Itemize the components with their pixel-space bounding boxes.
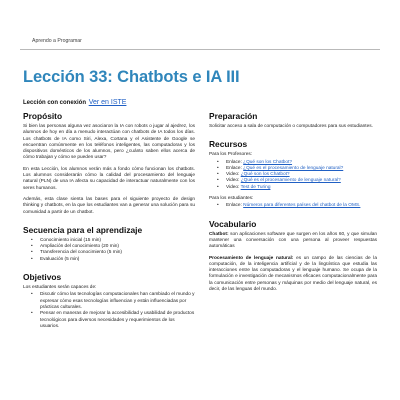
objetivos-list (23, 292, 195, 330)
recursos-stud-list (209, 203, 377, 209)
section-heading-recursos: Recursos (209, 139, 248, 150)
secuencia-list (23, 238, 195, 263)
resource-item (209, 185, 377, 191)
bullet-icon: • (31, 256, 33, 262)
bullet-icon: • (217, 159, 219, 165)
resource-kind: Enlace: (226, 203, 242, 209)
list-item (23, 311, 195, 330)
vocab-definition: es un campo de las ciencias de la computación, de la inteligencia artificial y de la lingüística que estudia las interacciones entre las computadoras y el lenguaje humano. Se ocupa de la formulación e investigación de mecanismos eficaces computacionalmente para la comunicación entre personas y máquinas por medio del lenguaje natural, es decir, de las lenguas del mundo. (209, 255, 377, 293)
connection-label: Lección con conexión (23, 100, 87, 106)
bullet-icon: • (31, 244, 33, 250)
vocab-definition: son aplicaciones software que surgen en los años 60, y que simulan mantener una conversación con una persona al proveer respuestas automáticas (209, 231, 377, 250)
vocab-term: Chatbot: (209, 231, 229, 237)
list-item-text: Ampliación del conocimiento (20 min) (40, 244, 119, 250)
resource-link[interactable]: ¿Qué es el procesamiento de lenguaje natural? (240, 178, 341, 184)
page-title: Lección 33: Chatbots e IA III (23, 68, 240, 86)
section-heading-objetivos: Objetivos (23, 272, 62, 283)
vocab-term: Procesamiento de lenguaje natural: (209, 255, 294, 261)
header-divider (20, 49, 380, 50)
proposito-paragraph-3: Además, esta clase sienta las bases para el siguiente proyecto de design thinking y chatbots, en la que los estudiantes van a generar una solución para su comunidad a partir de un chatbot. (23, 196, 195, 215)
section-heading-secuencia: Secuencia para el aprendizaje (23, 224, 143, 235)
resource-link[interactable]: Números para diferentes países del chatbot de la OMS. (243, 203, 361, 209)
bullet-icon: • (31, 311, 33, 317)
bullet-icon: • (217, 184, 219, 190)
bullet-icon: • (31, 250, 33, 256)
connection-link[interactable]: Ver en ISTE (88, 99, 127, 106)
list-item-text: Conocimiento inicial (15 min) (40, 237, 101, 243)
bullet-icon: • (217, 172, 219, 178)
left-column (23, 111, 195, 335)
resource-link[interactable]: ¿Qué es el procesamiento de lenguaje natural? (243, 165, 344, 171)
section-heading-proposito: Propósito (23, 111, 63, 121)
resource-kind: Enlace: (226, 165, 242, 171)
proposito-paragraph-1: Si bien las personas alguna vez asociaron la IA con robots o jugar al ajedrez, los alumnos de hoy en día a menudo interactúan con chatbots de IA todos los días. Los chatbots de IA como Siri, Alexa, Cortana y el Asistente de Google se encuentran comúnmente en los teléfonos inteligentes, las computadoras y los dispositivos domésticos de los alumnos, pero ¿cuánto saben ellos acerca de cómo trabajan y cómo se pueden usar? (23, 124, 195, 161)
list-item-text: Discutir cómo las tecnologías computacionales han cambiado el mundo y expresar cómo esas tecnologías influencian y están influenciadas por prácticas culturales. (40, 292, 195, 310)
list-item-text: Evaluación (5 min) (40, 256, 80, 262)
right-column (209, 111, 377, 298)
bullet-icon: • (217, 165, 219, 171)
vocab-entry-chatbot (209, 232, 377, 251)
proposito-paragraph-2: En esta Lección, los alumnos verán más a fondo cómo funcionan los chatbots. Los alumnos considerarán cómo la calidad del procesamiento del lenguaje natural (PLN) de una IA afecta su capacidad de interactuar naturalmente con los seres humanos. (23, 166, 195, 191)
resource-kind: Enlace: (226, 159, 242, 165)
objetivos-intro: Los estudiantes serán capaces de: (23, 285, 97, 291)
section-heading-vocabulario: Vocabulario (209, 218, 257, 229)
bullet-icon: • (217, 203, 219, 209)
section-heading-preparacion: Preparación (209, 111, 258, 121)
resource-kind: Video: (226, 172, 240, 178)
list-item-text: Pensar en maneras de mejorar la accesibilidad y usabilidad de productos tecnológicos para diversos necesidades y requerimientos de los usuarios. (40, 311, 195, 329)
recursos-prof-list (209, 160, 377, 191)
running-header: Aprendo a Programar (32, 38, 82, 44)
lesson-connection (23, 99, 126, 106)
resource-link[interactable]: ¿Qué son los Chatbot? (240, 172, 290, 178)
list-item (23, 257, 195, 263)
resource-kind: Video: (226, 178, 240, 184)
resource-link[interactable]: Test de Turing (240, 184, 271, 190)
resource-item (209, 203, 377, 209)
vocab-entry-pln (209, 256, 377, 294)
bullet-icon: • (217, 178, 219, 184)
recursos-stud-label: Para los estudiantes: (209, 196, 254, 202)
bullet-icon: • (31, 292, 33, 298)
recursos-prof-label: Para los Profesores: (209, 152, 253, 158)
list-item-text: Transferencia del conocimiento (5 min) (40, 250, 122, 256)
preparacion-text: Solicitar acceso a sala de computación o computadores para sus estudiantes. (209, 124, 373, 129)
resource-link[interactable]: ¿Qué son los Chatbot? (243, 159, 293, 165)
resource-kind: Video: (226, 184, 240, 190)
list-item (23, 292, 195, 311)
bullet-icon: • (31, 237, 33, 243)
